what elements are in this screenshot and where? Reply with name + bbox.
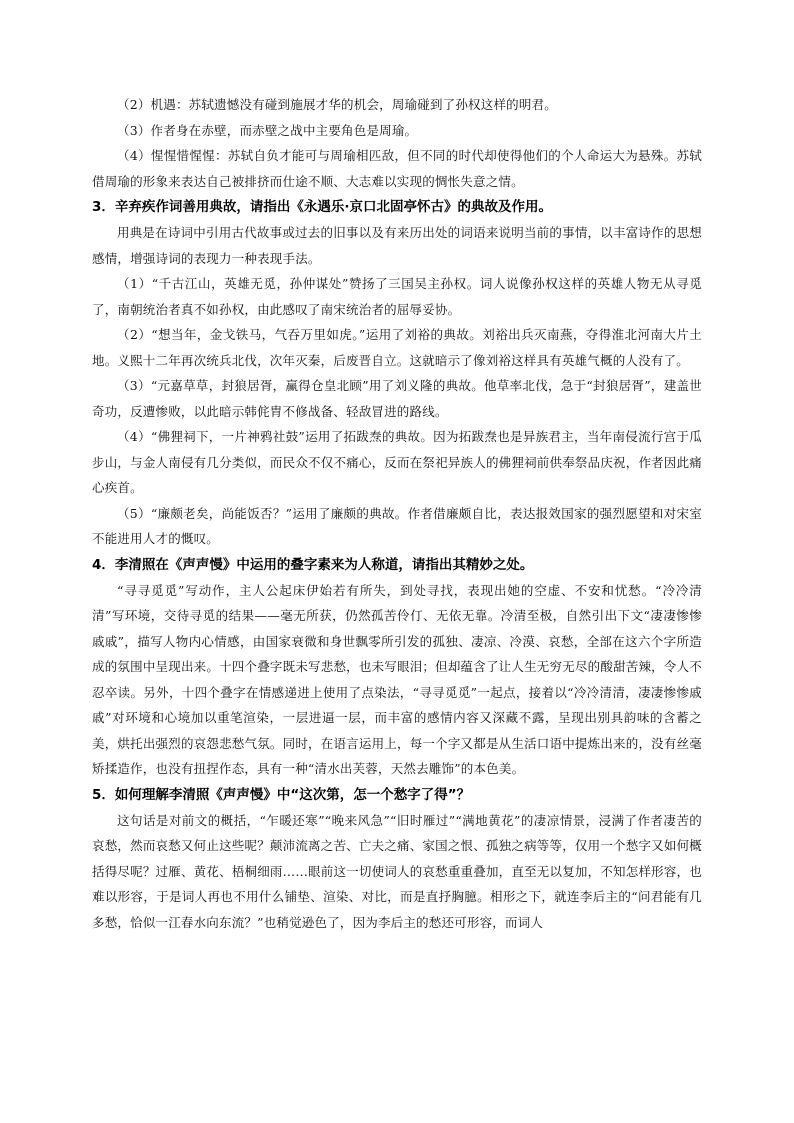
q5-title: 5．如何理解李清照《声声慢》中“这次第，怎一个愁字了得”？ xyxy=(92,786,471,803)
q5-section xyxy=(92,782,702,936)
q2-point-4: （4）惺惺惜惺惺：苏轼自负才能可与周瑜相匹敌，但不同的时代却使得他们的个人命运大为悬殊。苏轼借周瑜的形象来表达自己被排挤而仕途不顺、大志难以实现的惆怅失意之情。 xyxy=(92,148,702,189)
q2-point-3: （3）作者身在赤壁，而赤壁之战中主要角色是周瑜。 xyxy=(117,122,418,138)
q3-point-4: （4）“佛狸祠下，一片神鸦社鼓”运用了拓跋焘的典故。因为拓跋焘也是异族君主，当年南侵流行宫于瓜步山，与金人南侵有几分类似，而民众不仅不痛心，反而在祭祀异族人的佛狸祠前供奉祭品庆祝，作者因此痛心疾首。 xyxy=(92,429,702,495)
q5-body: 这句话是对前文的概括，“乍暖还寒”“晚来风急”“旧时雁过”“满地黄花”的凄凉情景，浸满了作者凄苦的哀愁，然而哀愁又何止这些呢？颠沛流离之苦、亡夫之痛、家国之恨、孤独之病等等，仅用一个愁字又如何概括得尽呢？过雁、黄花、梧桐细雨……眼前这一切使词人的哀愁重重叠加，直至无以复加，不知怎样形容，也难以形容，于是词人再也不用什么铺垫、渲染、对比，而是直抒胸臆。相形之下，就连李后主的“问君能有几多愁，恰似一江春水向东流？”也稍觉逊色了，因为李后主的愁还可形容，而词人 xyxy=(92,812,702,930)
q3-title: 3．辛弃疾作词善用典故，请指出《永遇乐·京口北固亭怀古》的典故及作用。 xyxy=(92,199,553,215)
q3-point-3: （3）“元嘉草草，封狼居胥，赢得仓皇北顾”用了刘义隆的典故。他草率北伐，急于“封狼居胥”，建盖世奇功，反遭惨败，以此暗示韩侂胄不修战备、轻敌冒进的路线。 xyxy=(92,378,702,419)
q4-section xyxy=(92,552,702,782)
q3-intro: 用典是在诗词中引用古代故事或过去的旧事以及有来历出处的词语来说明当前的事情，以丰富诗作的思想感情，增强诗词的表现力一种表现手法。 xyxy=(92,225,702,266)
q2-answer-section xyxy=(92,92,702,194)
q3-point-1: （1）“千古江山，英雄无觅，孙仲谋处”赞扬了三国吴主孙权。词人说像孙权这样的英雄人物无从寻觅了，南朝统治者真不如孙权，由此感叹了南宋统治者的屈辱妥协。 xyxy=(92,276,702,317)
q3-section xyxy=(92,194,702,552)
q4-body: “寻寻觅觅”写动作，主人公起床伊始若有所失，到处寻找，表现出她的空虚、不安和忧愁。“冷冷清清”写环境，交待寻觅的结果——毫无所获，仍然孤苦伶仃、无依无靠。冷清至极，自然引出下文“凄凄惨惨戚戚”，描写人物内心情感，由国家衰微和身世飘零所引发的孤独、凄凉、冷漠、哀愁，全部在这六个字所造成的氛围中呈现出来。十四个叠字既未写悲愁，也未写眼泪；但却蕴含了让人生无穷无尽的酸甜苦辣，令人不忍卒读。另外，十四个叠字在情感递进上使用了点染法，“寻寻觅觅”一起点，接着以“冷冷清清，凄凄惨惨戚戚”对环境和心境加以重笔渲染，一层进逼一层，而丰富的感情内容又深藏不露，呈现出别具韵味的含蓄之美，烘托出强烈的哀怨悲愁气氛。同时，在语言运用上，每一个字又都是从生活口语中提炼出来的，没有丝毫矫揉造作，也没有扭捏作态，具有一种“清水出芙蓉，天然去雕饰”的本色美。 xyxy=(92,582,702,776)
q3-point-5: （5）“廉颇老矣，尚能饭否？”运用了廉颇的典故。作者借廉颇自比，表达报效国家的强烈愿望和对宋室不能进用人才的慨叹。 xyxy=(92,505,702,546)
q3-point-2: （2）“想当年，金戈铁马，气吞万里如虎。”运用了刘裕的典故。刘裕出兵灭南燕，夺得淮北河南大片土地。义熙十二年再次统兵北伐，次年灭秦，后废晋自立。这就暗示了像刘裕这样具有英雄气概的人没有了。 xyxy=(92,327,702,368)
q2-point-2: （2）机遇：苏轼遗憾没有碰到施展才华的机会，周瑜碰到了孙权这样的明君。 xyxy=(117,97,557,112)
q4-title: 4．李清照在《声声慢》中运用的叠字素来为人称道，请指出其精妙之处。 xyxy=(92,556,534,573)
